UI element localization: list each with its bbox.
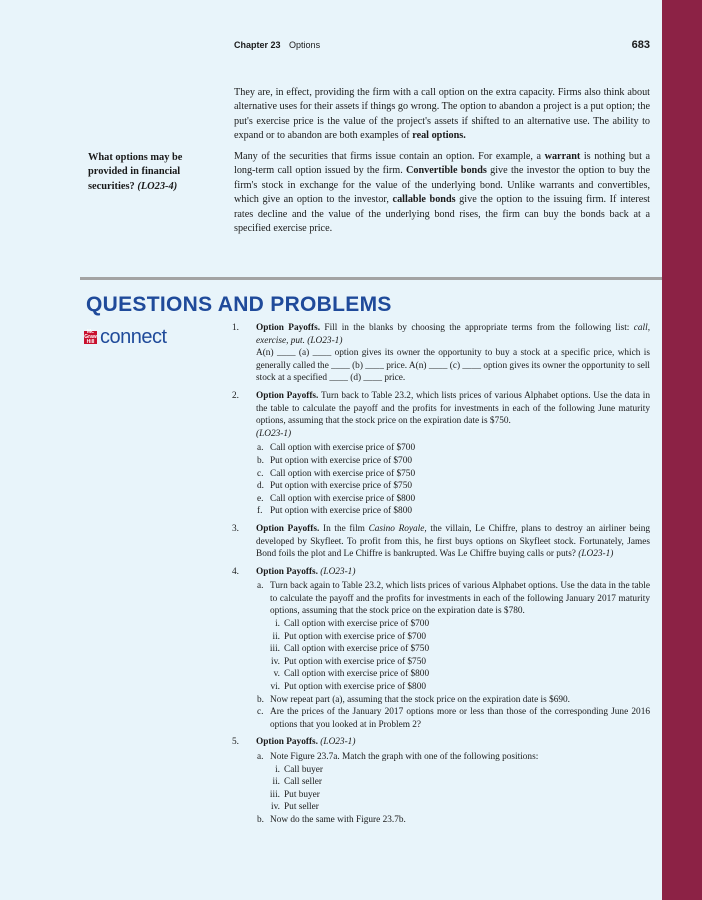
term-callable-bonds: callable bonds [392, 194, 456, 206]
list-item: a. Call option with exercise price of $700 [257, 443, 416, 454]
list-item: c. Call option with exercise price of $750 [257, 468, 416, 479]
question-4: 4. Option Payoffs. (LO23-1) a. Turn back again to Table 23.2, which lists prices of various Alphabet options. Use the data in the table to calculate the payoff and the profits for investments in each of the following January 2017 maturity options, assuming that the stock price on the expiration date is $780. i. Call option with exercise price of $700 ii. Put option with exercise price of $700 iii. Call option with exercise price of $750 iv. Put option with exercise price of $750 v. Call option with exercise price of $800 vi. Put option with exercise price of $800 b. Now repeat part (a), assuming that the stock price on the expiration date is $690. c. Are the prices of the January 2017 options more or less than those of the corresponding June 2016 options that you looked at in Problem 2? [232, 566, 650, 730]
list-item: v. Call option with exercise price of $800 [273, 669, 430, 680]
list-item: a. Turn back again to Table 23.2, which lists prices of various Alphabet options. Use the data in the table to calculate the payoff and the profits for investments in each of the following January 2017 maturity options, assuming that the stock price on the expiration date is $780. [257, 581, 650, 617]
chapter-color-band [662, 0, 702, 900]
list-item: iii. Put buyer [269, 789, 320, 800]
connect-logo [84, 327, 167, 347]
list-item: b. Now do the same with Figure 23.7b. [257, 814, 406, 825]
list-item: ii. Put option with exercise price of $700 [272, 631, 427, 642]
term-real-options: real options [412, 130, 464, 142]
question-number: 4. [232, 566, 239, 577]
question-number: 2. [232, 390, 239, 401]
list-item: a. Note Figure 23.7a. Match the graph with one of the following positions: [257, 752, 539, 762]
question-3: 3. Option Payoffs. In the film Casino Royale, the villain, Le Chiffre, plans to destroy an airliner being developed by Skyfleet. To profit from this, he first buys options on Skyfleet stock. Fortunately, James Bond foils the plot and Le Chiffre is bankrupted. Was Le Chiffre buying calls or puts? (LO23-1) [232, 523, 651, 560]
term-warrant: warrant [544, 151, 581, 162]
section-divider [80, 277, 662, 280]
list-item: iii. Call option with exercise price of $750 [269, 644, 430, 655]
connect-wordmark: connect [100, 325, 167, 348]
question-heading: Option Payoffs. [256, 737, 318, 748]
question-1: 1. Option Payoffs. Fill in the blanks by choosing the appropriate terms from the following list: call, exercise, put. (LO23-1) A(n) ____ (a) ____ option gives its owner the opportunity to buy a stock at a specific price, which is generally called the ____ (b) ____ price. A(n) ____ (c) ____ option gives its owner the opportunity to sell stock at a specified ____ (d) ____ price. [232, 323, 651, 384]
mcgraw-hill-logo-icon: Mc Graw Hill [84, 328, 97, 345]
question-2: 2. Option Payoffs. Turn back to Table 23.2, which lists prices of various Alphabet options. Use the data in the table to calculate the payoff and the profits for investments in each of the following June maturity options, assuming that the stock price on the expiration date is $750. (LO23-1) a. Call option with exercise price of $700 b. Put option with exercise price of $700 c. Call option with exercise price of $750 d. Put option with exercise price of $750 e. Call option with exercise price of $800 f. Put option with exercise price of $800 [232, 390, 650, 517]
chapter-label: Chapter 23 [234, 40, 281, 50]
list-item: iv. Put option with exercise price of $750 [271, 656, 427, 667]
learning-objective: (LO23-1) [256, 428, 292, 439]
questions-list [232, 322, 650, 832]
list-item: i. Call option with exercise price of $700 [275, 619, 430, 630]
question-heading: Option Payoffs. [256, 523, 320, 534]
question-heading: Option Payoffs. [256, 566, 318, 577]
chapter-title: Options [289, 40, 321, 50]
page-number: 683 [631, 39, 650, 51]
list-item: b. Now repeat part (a), assuming that the stock price on the expiration date is $690. [257, 694, 570, 705]
margin-note: What options may be provided in financial securities? (LO23-4) [88, 152, 183, 192]
question-heading: Option Payoffs. [256, 323, 321, 333]
list-item: b. Put option with exercise price of $700 [257, 455, 413, 466]
question-5: 5. Option Payoffs. (LO23-1) a. Note Figure 23.7a. Match the graph with one of the following positions: i. Call buyer ii. Call seller iii. Put buyer iv. Put seller b. Now do the same with Figure 23.7b. [232, 736, 650, 826]
section-title: QUESTIONS AND PROBLEMS [86, 293, 392, 316]
list-item: vi. Put option with exercise price of $800 [270, 682, 427, 693]
securities-paragraph: Many of the securities that firms issue contain an option. For example, a warrant is nothing but a long-term call option issued by the firm. Convertible bonds give the investor the option to buy the firm's stock in exchange for the value of the underlying bond. Unlike warrants and convertibles, which give an option to the investor, callable bonds give the option to the issuing firm. If interest rates decline and the value of the underlying bond rises, the firm can buy the bonds back at a specified exercise price. [234, 151, 651, 235]
list-item: e. Call option with exercise price of $800 [257, 493, 416, 504]
list-item: ii. Call seller [272, 777, 322, 788]
question-number: 1. [232, 323, 239, 333]
question-number: 3. [232, 523, 239, 534]
list-item: i. Call buyer [275, 764, 323, 775]
list-item: iv. Put seller [271, 802, 319, 813]
question-number: 5. [232, 737, 239, 748]
intro-paragraph: They are, in effect, providing the firm with a call option on the extra capacity. Firms also think about alternative uses for their assets if things go wrong. The option to abandon a project is a put option; the put's exercise price is the value of the project's assets if shifted to an alternative use. The ability to expand or to abandon are both examples of real options. [234, 87, 650, 142]
list-item: f. Put option with exercise price of $800 [257, 506, 413, 517]
list-item: c. Are the prices of the January 2017 options more or less than those of the corresponding June 2016 options that you looked at in Problem 2? [257, 707, 650, 730]
question-heading: Option Payoffs. [256, 390, 319, 401]
question-body: A(n) ____ (a) ____ option gives its owner the opportunity to buy a stock at a specific price, which is generally called the ____ (b) ____ price. A(n) ____ (c) ____ option gives its owner the opportunity to sell stock at a specified ____ (d) ____ price. [256, 348, 650, 384]
page-header [234, 40, 650, 54]
film-title: Casino Royale, [368, 523, 427, 534]
list-item: d. Put option with exercise price of $750 [257, 481, 413, 492]
term-convertible-bonds: Convertible bonds [406, 165, 487, 177]
